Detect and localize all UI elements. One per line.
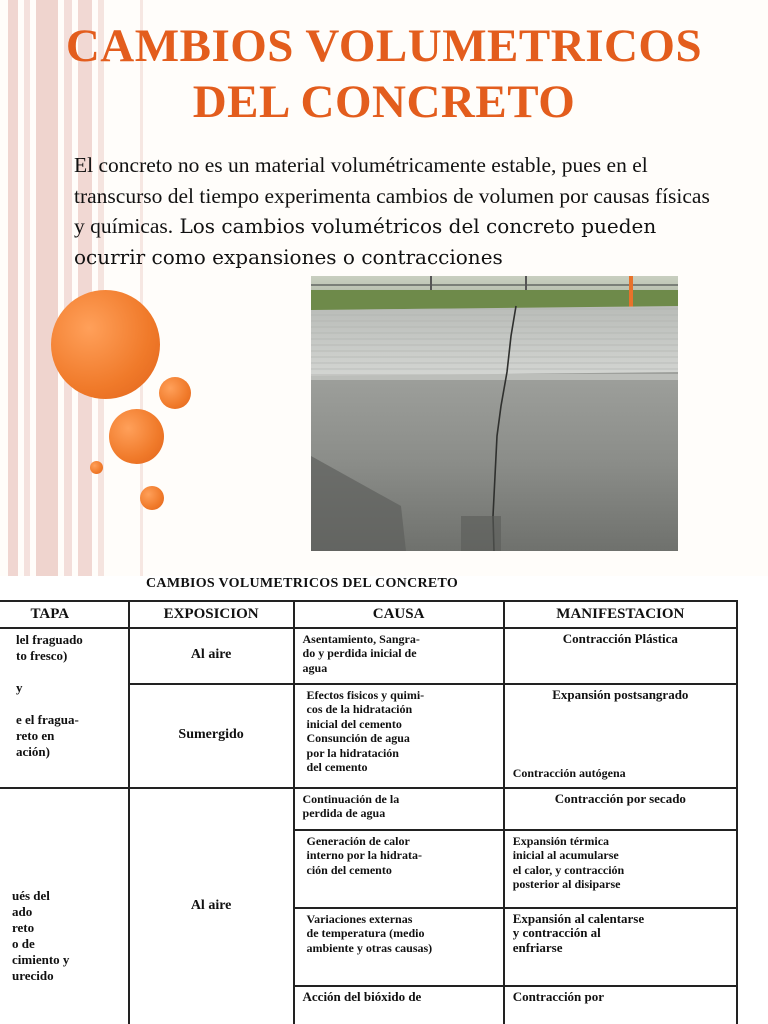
concrete-crack-photo	[311, 276, 678, 551]
causa-cell: Variaciones externas de temperatura (medio ambiente y otras causas)	[294, 908, 504, 986]
manifestacion-cell: Contracción por	[504, 986, 737, 1024]
header-etapa: TAPA	[0, 601, 129, 628]
exposicion-cell: Al aire	[129, 628, 294, 684]
body-text-part-1: El concreto no es un material volumétricamente estable, pues en el transcurso del tiempo experimenta cambios de volumen por causas físicas y químicas.	[74, 153, 710, 238]
manifestacion-cell	[504, 684, 737, 788]
header-causa: CAUSA	[294, 601, 504, 628]
body-text-part-2: Los cambios volumétricos del concreto pueden ocurrir como expansiones o contracciones	[74, 214, 657, 269]
causa-cell: Acción del bióxido de	[294, 986, 504, 1024]
volumetric-changes-table-area	[0, 576, 768, 1024]
causa-cell: Generación de calor interno por la hidrata- ción del cemento	[294, 830, 504, 908]
exposicion-cell: Sumergido	[129, 684, 294, 788]
exposicion-cell: Al aire	[129, 788, 294, 1024]
header-exposicion: EXPOSICION	[129, 601, 294, 628]
causa-cell: Continuación de la perdida de agua	[294, 788, 504, 830]
decorative-circle-tiny	[90, 461, 103, 474]
title-line-2: DEL CONCRETO	[192, 76, 576, 128]
manifestacion-cell: Expansión al calentarse y contracción al enfriarse	[504, 908, 737, 986]
table-row	[0, 788, 737, 830]
decorative-circle-small-2	[140, 486, 164, 510]
etapa-cell-fresh: lel fraguado to fresco) y e el fragua- reto en ación)	[0, 628, 129, 788]
etapa-cell-hardened: ués del ado reto o de cimiento y urecido	[0, 788, 129, 1024]
table-title: CAMBIOS VOLUMETRICOS DEL CONCRETO	[146, 576, 459, 591]
manifestacion-text-b: Contracción autógena	[512, 766, 626, 780]
manifestacion-cell: Contracción por secado	[504, 788, 737, 830]
header-manifestacion: MANIFESTACION	[504, 601, 737, 628]
title-line-1: CAMBIOS VOLUMETRICOS	[65, 20, 703, 72]
manifestacion-cell: Expansión térmica inicial al acumularse el calor, y contracción posterior al disiparse	[504, 830, 737, 908]
manifestacion-text-a: Expansión postsangrado	[552, 686, 689, 702]
decorative-circle-medium	[109, 409, 164, 464]
table-row	[0, 628, 737, 684]
causa-cell: Asentamiento, Sangra- do y perdida inicial de agua	[294, 628, 504, 684]
decorative-circle-large	[51, 290, 160, 399]
causa-cell: Efectos fisicos y quimi- cos de la hidratación inicial del cemento Consunción de agua por la hidratación del cemento	[294, 684, 504, 788]
manifestacion-cell: Contracción Plástica	[504, 628, 737, 684]
volumetric-changes-table	[0, 600, 738, 1024]
slide-title	[0, 18, 768, 130]
slide-body-text	[74, 150, 714, 272]
decorative-circle-small	[159, 377, 191, 409]
table-header-row	[0, 601, 737, 628]
